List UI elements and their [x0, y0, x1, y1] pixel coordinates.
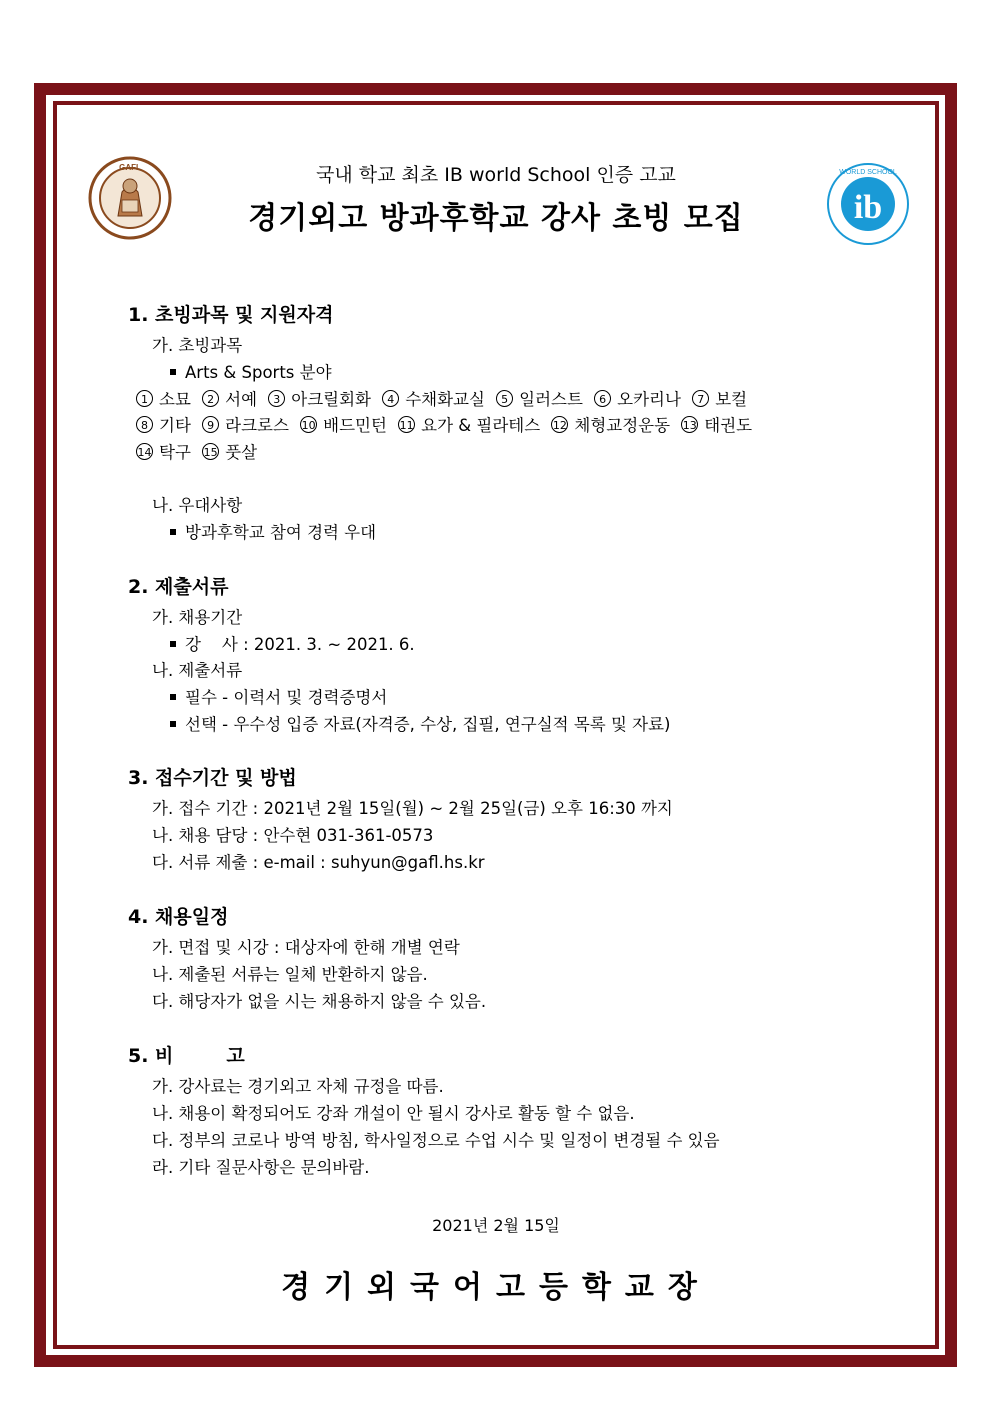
number-circle-icon: 14	[136, 443, 153, 460]
number-circle-icon: 8	[136, 416, 153, 433]
bullet-text: 선택 - 우수성 입증 자료(자격증, 수상, 집필, 연구실적 목록 및 자료)	[185, 715, 671, 734]
section3-item: 가. 접수 기간 : 2021년 2월 15일(월) ~ 2월 25일(금) 오후 16:30 까지	[152, 799, 673, 818]
number-circle-icon: 10	[300, 416, 317, 433]
page-title: 경기외고 방과후학교 강사 초빙 모집	[248, 201, 744, 236]
section1-ga: 가. 초빙과목	[152, 336, 243, 355]
subtitle: 국내 학교 최초 IB world School 인증 고교	[316, 164, 676, 186]
section3-item: 다. 서류 제출 : e-mail : suhyun@gafl.hs.kr	[152, 853, 485, 872]
number-circle-icon: 11	[398, 416, 415, 433]
subject-label: 탁구	[159, 443, 197, 462]
ib-logo-text: ib	[853, 189, 883, 226]
section5-heading: 5. 비 고	[128, 1045, 245, 1067]
subject-label: 아크릴회화	[291, 390, 377, 409]
principal-signature: 경기외국어고등학교장	[281, 1270, 711, 1305]
section1-na: 나. 우대사항	[152, 496, 243, 515]
subject-label: 보컬	[715, 390, 748, 409]
subject-label: 수채화교실	[405, 390, 491, 409]
bullet-icon	[170, 641, 176, 647]
subject-label: 일러스트	[519, 390, 589, 409]
number-circle-icon: 13	[681, 416, 698, 433]
subject-label: 배드민턴	[323, 416, 393, 435]
bullet-icon	[170, 529, 176, 535]
subjects-row1	[134, 390, 751, 410]
subjects-row3	[134, 443, 261, 463]
bullet-text: 필수 - 이력서 및 경력증명서	[185, 688, 388, 707]
bullet-icon	[170, 721, 176, 727]
section1-ga-bullet	[170, 363, 332, 383]
section2-na-bullet1	[170, 688, 387, 708]
section2-na: 나. 제출서류	[152, 661, 243, 680]
section5-item: 라. 기타 질문사항은 문의바람.	[152, 1158, 370, 1177]
gafl-logo-text: GAFL	[119, 163, 141, 172]
bullet-icon	[170, 369, 176, 375]
number-circle-icon: 4	[382, 390, 399, 407]
section2-na-bullet2	[170, 715, 671, 735]
subject-label: 소묘	[159, 390, 197, 409]
subject-label: 라크로스	[225, 416, 295, 435]
section5-item: 나. 채용이 확정되어도 강좌 개설이 안 될시 강사로 활동 할 수 없음.	[152, 1104, 635, 1123]
section5-item: 가. 강사료는 경기외고 자체 규정을 따름.	[152, 1077, 444, 1096]
number-circle-icon: 2	[202, 390, 219, 407]
section4-heading: 4. 채용일정	[128, 906, 229, 928]
subject-label: 풋살	[225, 443, 258, 462]
subject-label: 태권도	[704, 416, 753, 435]
section2-ga-bullet	[170, 635, 415, 655]
bullet-icon	[170, 694, 176, 700]
section2-ga: 가. 채용기간	[152, 608, 243, 627]
subjects-row2	[134, 416, 756, 436]
subject-label: 오카리나	[617, 390, 687, 409]
number-circle-icon: 5	[496, 390, 513, 407]
section4-item: 나. 제출된 서류는 일체 반환하지 않음.	[152, 965, 428, 984]
subject-label: 요가 & 필라테스	[421, 416, 546, 435]
number-circle-icon: 7	[692, 390, 709, 407]
number-circle-icon: 3	[268, 390, 285, 407]
subject-label: 체형교정운동	[574, 416, 676, 435]
subject-label: 서예	[225, 390, 263, 409]
bullet-text: Arts & Sports 분야	[185, 363, 332, 382]
section4-item: 다. 해당자가 없을 시는 채용하지 않을 수 있음.	[152, 992, 487, 1011]
number-circle-icon: 9	[202, 416, 219, 433]
bullet-text: 강 사 : 2021. 3. ~ 2021. 6.	[185, 635, 415, 654]
bullet-text: 방과후학교 참여 경력 우대	[185, 523, 377, 542]
section4-item: 가. 면접 및 시강 : 대상자에 한해 개별 연락	[152, 938, 460, 957]
section5-item: 다. 정부의 코로나 방역 방침, 학사일정으로 수업 시수 및 일정이 변경될 수 있음	[152, 1131, 720, 1150]
issue-date: 2021년 2월 15일	[432, 1216, 560, 1235]
ib-ring-text: WORLD SCHOOL	[839, 169, 897, 176]
section1-heading: 1. 초빙과목 및 지원자격	[128, 304, 334, 326]
subject-label: 기타	[159, 416, 197, 435]
section3-item: 나. 채용 담당 : 안수현 031-361-0573	[152, 826, 434, 845]
section1-na-bullet	[170, 523, 376, 543]
section2-heading: 2. 제출서류	[128, 576, 229, 598]
number-circle-icon: 6	[594, 390, 611, 407]
number-circle-icon: 15	[202, 443, 219, 460]
section3-heading: 3. 접수기간 및 방법	[128, 767, 297, 789]
number-circle-icon: 1	[136, 390, 153, 407]
number-circle-icon: 12	[551, 416, 568, 433]
